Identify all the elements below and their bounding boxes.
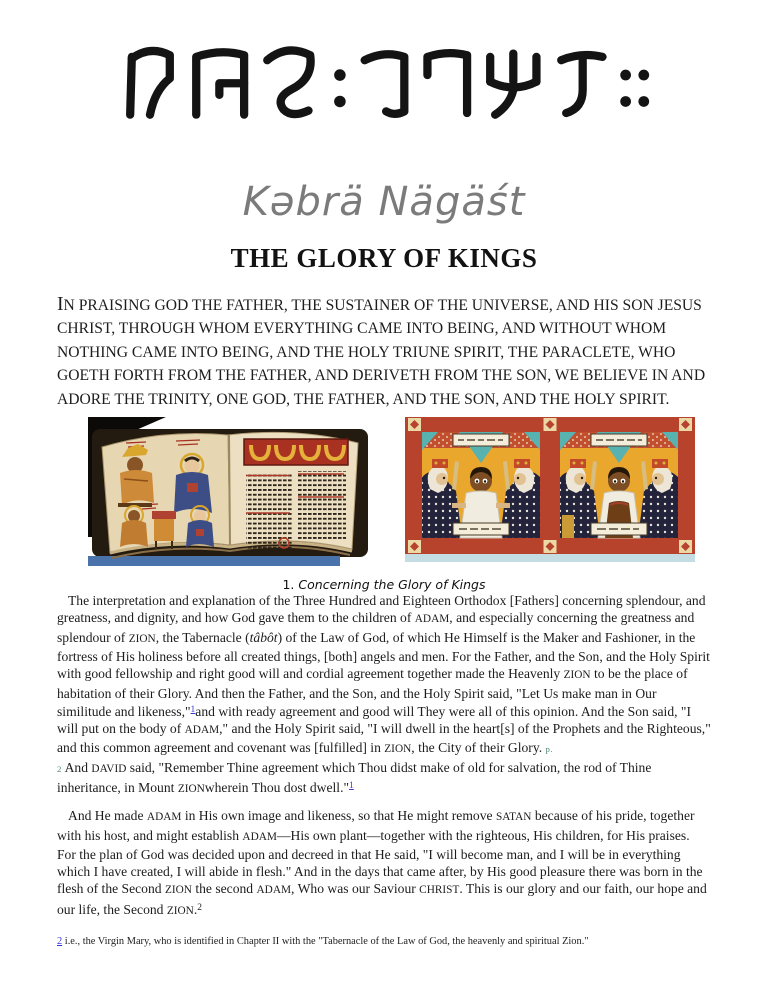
text-segment: ZION <box>384 743 412 756</box>
geez-script-title <box>0 0 768 135</box>
text-segment: 2 <box>57 763 65 774</box>
text-segment: 2 <box>197 902 202 913</box>
blue-table-strip <box>88 556 340 566</box>
text-segment: ZION <box>128 632 156 645</box>
text-segment: in His own image and likeness, so that He might remove <box>181 808 496 824</box>
text-segment: ADAM <box>242 830 277 843</box>
body-paragraph-1 <box>57 592 711 798</box>
text-segment: SATAN <box>495 811 532 824</box>
harag-ornament-band <box>244 439 348 465</box>
text-segment: ADAM <box>146 811 182 824</box>
footnote-text: i.e., the Virgin Mary, who is identified in Chapter II with the "Tabernacle of the Law of God, the heavenly and spiritual Zion." <box>62 936 589 948</box>
text-segment: —His own plant—together with the righteous, His children, for His praises. For the plan of God was decided upon and decreed in that He said, "I will become man, and I will be in everything which I have created, I will abide in flesh." And in the days that came after, by His good pleasure there was born in the flesh of the Second <box>57 827 703 897</box>
text-segment: p. <box>545 744 554 755</box>
footnote <box>57 935 711 948</box>
intro-paragraph: IN PRAISING GOD THE FATHER, THE SUSTAINER OF THE UNIVERSE, AND HIS SON JESUS CHRIST, THROUGH WHOM EVERYTHING CAME INTO BEING, AND WITHOUT WHOM NOTHING CAME INTO BEING, AND THE HOLY TRIUNE SPIRIT, THE PARACLETE, WHO GOETH FORTH FROM THE FATHER, AND DERIVETH FROM THE SON, WE BELIEVE IN AND ADORE THE TRINITY, ONE GOD, THE FATHER, AND THE SON, AND THE HOLY SPIRIT. <box>57 293 706 408</box>
caption-number: 1. <box>282 577 295 593</box>
text-segment: the second <box>191 881 257 897</box>
text-segment: The interpretation and explanation of the Three Hundred and Eighteen Orthodox [Fathers] concerning splendour, and greatness, and dignity, and how God gave them to the children of <box>57 593 706 626</box>
text-segment: ZION <box>563 669 591 682</box>
text-segment: ADAM <box>256 884 292 897</box>
footnote-backlink[interactable]: 2 <box>57 936 63 948</box>
text-segment: . This is our glory and our faith, our hope and our life, the Second <box>57 881 707 917</box>
body-paragraph-2 <box>57 807 711 920</box>
figure-row <box>88 417 695 569</box>
text-segment: And <box>64 759 92 775</box>
text-segment: , and especially concerning the greatness and splendour of <box>57 610 695 645</box>
text-segment: CHRIST <box>419 884 460 897</box>
panel-left <box>422 432 540 538</box>
text-segment: because of his pride, together with his host, and might establish <box>57 808 695 843</box>
text-segment: ZION <box>177 783 205 795</box>
text-segment: said, "Remember Thine agreement which Thou didst make of old for salvation, the rod of Thine inheritance, in Mount <box>57 759 652 795</box>
text-segment: tâbôt <box>249 629 278 645</box>
text-segment: ) of the Law of God, of which He Himself is the Maker and Fashioner, in the fortress of His holiness before all created things, [both] angels and men. For the Father, and the Son, and the Holy Spirit with good fellowship and right good will and cordial agreement together made the Heavenly <box>57 629 710 682</box>
text-segment: , the Tabernacle ( <box>155 629 250 645</box>
text-segment: to be the place of habitation of their Glory. And then the Father, and the Son, and the Holy Spirit said, "Let Us make man in Our similitude and likeness," <box>57 666 688 719</box>
footnote-ref-link[interactable]: 1 <box>190 704 196 715</box>
text-segment: , Who was our Saviour <box>291 881 420 897</box>
text-segment: ZION <box>166 904 194 917</box>
manuscript-photo <box>88 417 372 569</box>
caption-text: Concerning the Glory of Kings <box>298 577 486 593</box>
figure-caption <box>0 577 768 592</box>
page-subtitle: THE GLORY OF KINGS <box>230 243 538 273</box>
text-segment: ADAM <box>414 613 450 626</box>
text-segment: DAVID <box>91 762 127 775</box>
page-title: Kəbrä Nägäśt <box>242 179 526 225</box>
text-segment: And He made <box>68 808 147 824</box>
text-segment: ADAM <box>184 724 220 737</box>
geez-script-drawing <box>112 30 657 130</box>
text-segment: ZION <box>164 884 192 897</box>
text-segment: wherein Thou dost dwell." <box>204 780 350 795</box>
text-segment: and with ready agreement and good will They were all of this opinion. And the Son said, "I will put on the body of <box>57 703 691 737</box>
icon-painting-photo <box>405 417 695 562</box>
footnote-ref-link[interactable]: 1 <box>349 781 354 791</box>
text-segment: . <box>193 901 198 917</box>
text-segment: , the City of their Glory. <box>411 740 546 756</box>
panel-right <box>560 432 678 538</box>
text-segment: ," and the Holy Spirit said, "I will dwell in the heart[s] of the Prophets and the Righteous," and this common agreement and covenant was [fulfilled] in <box>57 721 711 756</box>
